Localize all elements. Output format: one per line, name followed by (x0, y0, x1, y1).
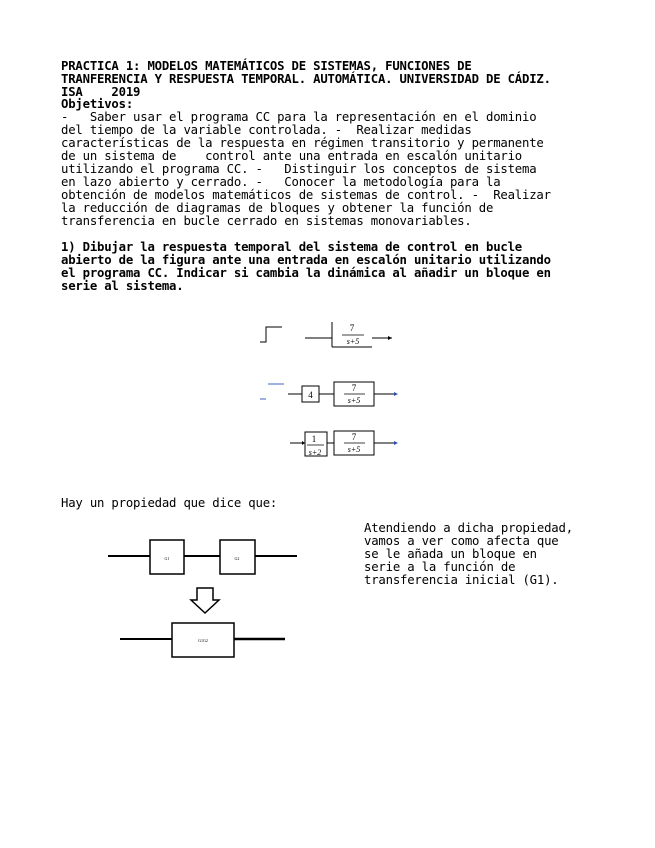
objectives-line: del tiempo de la variable controlada. - Realizar medidas (61, 123, 472, 137)
explanation-line: serie a la función de (364, 560, 516, 574)
exercise-line: el programa CC. Indicar si cambia la dinámica al añadir un bloque en (61, 266, 551, 280)
exercise-line: 1) Dibujar la respuesta temporal del sistema de control en bucle (61, 240, 523, 254)
tf-numerator: 7 (351, 432, 357, 442)
block-combined-label: G1G2 (198, 638, 208, 643)
title-line-3: ISA 2019 (61, 85, 141, 99)
tf-denominator: s+5 (347, 396, 361, 405)
objectives-line: de un sistema de control ante una entrada en escalón unitario (61, 149, 523, 163)
arrow-head-icon (394, 441, 398, 445)
objectives-line: utilizando el programa CC. - Distinguir los conceptos de sistema (61, 162, 537, 176)
tf-denominator: s+5 (347, 445, 361, 454)
tf-numerator: 7 (349, 323, 355, 333)
objectives-heading: Objetivos: (61, 97, 134, 111)
tf-denominator: s+5 (346, 337, 360, 346)
objectives-line: - Saber usar el programa CC para la representación en el dominio (61, 110, 537, 124)
objectives-line: características de la respuesta en régimen transitorio y permanente (61, 136, 544, 150)
gain-value: 4 (308, 390, 313, 400)
exercise-line: abierto de la figura ante una entrada en escalón unitario utilizando (61, 253, 551, 267)
objectives-line: obtención de modelos matemáticos de sistemas de control. - Realizar (61, 188, 551, 202)
block-diagrams-figure (250, 310, 410, 465)
tf-denominator: s+2 (308, 448, 322, 457)
explanation-line: Atendiendo a dicha propiedad, (364, 521, 573, 535)
block-g1-label: G1 (164, 556, 170, 561)
tf-numerator: 1 (311, 434, 317, 444)
objectives-line: transferencia en bucle cerrado en sistemas monovariables. (61, 214, 472, 228)
tf-numerator: 7 (351, 383, 357, 393)
title-line-2: TRANFERENCIA Y RESPUESTA TEMPORAL. AUTOMÁTICA. UNIVERSIDAD DE CÁDIZ. (61, 72, 551, 86)
objectives-line: la reducción de diagramas de bloques y obtener la función de (61, 201, 494, 215)
explanation-line: transferencia inicial (G1). (364, 573, 559, 587)
title-line-1: PRACTICA 1: MODELOS MATEMÁTICOS DE SISTEMAS, FUNCIONES DE (61, 59, 472, 73)
explanation-line: se le añada un bloque en (364, 547, 537, 561)
objectives-line: en lazo abierto y cerrado. - Conocer la metodología para la (61, 175, 501, 189)
series-property-figure (105, 538, 305, 663)
arrow-head-icon (388, 336, 392, 340)
down-arrow-icon (191, 588, 219, 613)
arrow-head-icon (394, 392, 398, 396)
property-intro: Hay un propiedad que dice que: (61, 496, 278, 510)
explanation-line: vamos a ver como afecta que (364, 534, 559, 548)
block-g2-label: G2 (234, 556, 240, 561)
exercise-line: serie al sistema. (61, 279, 184, 293)
step-input-symbol (260, 327, 282, 342)
